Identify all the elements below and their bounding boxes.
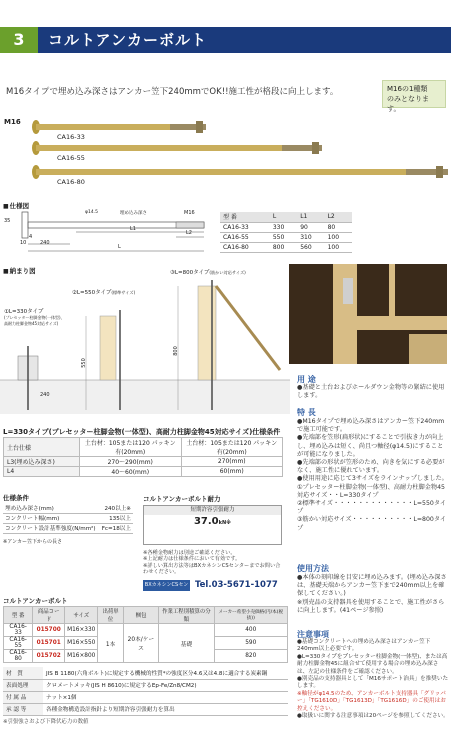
sc-cell: コンクリート幅(mm) xyxy=(3,513,99,523)
bolt-label-33: CA16-33 xyxy=(57,133,85,141)
prod-title: コルトアンカーボルト xyxy=(3,597,68,605)
spec-table xyxy=(220,212,352,253)
strength-notes: ※各種金物耐力は別途ご確認ください。 ※上記耐力は仕様条件において有効です。 ※詳しい算出方法等はBXカネシンCSセンターまでお問い合わせください。 xyxy=(143,550,281,576)
prod-category: 基礎 xyxy=(159,624,214,663)
dim-l: L xyxy=(118,244,121,250)
cond-cell: 土台仕様 xyxy=(4,438,80,457)
caution-item: ●基礎コンクリートへの埋め込み深さはアンカー笠下240mm以上必要です。 xyxy=(297,639,431,653)
bolt-ca16-80 xyxy=(32,165,448,179)
mat-value: クロメートメッキ(JIS H 8610)に規定するEp-Fe/Zn8/CM2) xyxy=(43,679,288,691)
table-row xyxy=(4,438,283,457)
note-line-1: M16の1種類 xyxy=(387,85,428,93)
strength-value: 37.0kN※ xyxy=(193,516,232,527)
prod-h: 梱包 xyxy=(123,607,158,624)
dim-phi: φ14.5 xyxy=(85,210,98,215)
strength-label: 短期許容引張耐力 xyxy=(144,506,281,515)
spec-cell: 80 xyxy=(325,222,352,232)
caution-title: 注意事項 xyxy=(297,630,329,639)
table-header xyxy=(4,607,288,624)
table-row xyxy=(220,232,352,242)
spec-cell: CA16-55 xyxy=(220,232,270,242)
method-title: 使用方法 xyxy=(297,564,329,573)
cond-title: L=330タイプ(プレセッター柱脚金物(一体型)、高耐力柱脚金物45対応サイズ)仕様条件 xyxy=(3,428,281,436)
section-number: 3 xyxy=(0,27,38,53)
method-item: ※別売品の支持器具を使用することで、施工性がさらに向上します。(41ページ参照) xyxy=(297,598,445,614)
install-title: ■ 納まり図 xyxy=(3,266,36,275)
spec-h-l: L xyxy=(270,212,297,222)
sc-cell: 埋め込み深さ(mm) xyxy=(3,503,99,513)
strength-box xyxy=(143,505,282,545)
method-item: ●本体の刻印線を目安に埋め込みます。(埋め込み深さは、基礎天端からアンカー笠下まで240mm以上を確保してください。) xyxy=(297,574,447,598)
table-row xyxy=(220,242,352,252)
prod-h: 商品コード xyxy=(33,607,65,624)
bolt-ca16-55 xyxy=(32,141,322,155)
table-row xyxy=(3,703,288,715)
dim-l1: L1 xyxy=(130,226,136,232)
spec-cell: CA16-33 xyxy=(220,222,270,232)
table-row xyxy=(4,467,283,477)
table-row xyxy=(4,457,283,467)
spec-title: ■ 仕様図 xyxy=(3,201,29,210)
cond-cell: 270〜290(mm) xyxy=(80,457,182,467)
feature-item: ●先端部の形状が笠形のため、向きを気にする必要がなく、施工性に優れています。 xyxy=(297,459,445,475)
spec-cell: 100 xyxy=(325,242,352,252)
feature-item: ③筋かい対応サイズ・・・・・・・・・・L=800タイプ xyxy=(297,516,447,532)
feature-item: ●M16タイプで埋め込み深さはアンカー笠下240mmで施工可能です。 xyxy=(297,418,445,434)
cond-cell: 40〜60(mm) xyxy=(80,467,182,477)
feature-item: ●先端部を笠形(扁形状)にすることで引抜き力が向上し、埋め込みは短く、尚且つ軸径(φ14.5)にすることが可能になりました。 xyxy=(297,434,444,458)
table-row xyxy=(3,503,133,513)
bolt-photos xyxy=(20,118,450,186)
table-row xyxy=(220,222,352,232)
dim-800: 800 xyxy=(172,346,179,356)
spec-cell: 550 xyxy=(270,232,297,242)
table-row xyxy=(3,679,288,691)
dim-10: 10 xyxy=(20,240,27,246)
spec-h-model: 型 番 xyxy=(220,212,270,222)
sc-cell: コンクリート設計基準強度(N/mm²) xyxy=(3,523,99,533)
prod-cell: CA16-80 xyxy=(4,650,33,663)
prod-h: メーカー希望小売価格(円/本(税抜)) xyxy=(214,607,287,624)
bolt-label-80: CA16-80 xyxy=(57,178,85,186)
feature-list xyxy=(297,418,449,533)
caution-item: ※軸径がφ14.5のため、アンカーボルト支持器具「グリッパー」「TG1610D」「TG1613D」「TG1616D」のご使用はお控えください。 xyxy=(297,690,446,712)
prod-pack: 20本/ケース xyxy=(123,624,158,663)
prod-code: 015700 xyxy=(33,624,65,637)
spec-cell: 90 xyxy=(297,222,324,232)
spec-cell: 560 xyxy=(297,242,324,252)
cond-cell: L4 xyxy=(4,467,80,477)
spec-cell: 100 xyxy=(325,232,352,242)
spec-cell: 330 xyxy=(270,222,297,232)
prod-price: 400 xyxy=(214,624,287,637)
mat-value: 各種金物構造設計指針より短期許容引張耐力を算出 xyxy=(43,703,288,715)
feature-title: 特 長 xyxy=(297,408,316,417)
dim-35: 35 xyxy=(4,218,11,224)
caution-item: ●取扱いに関する注意事項は20ページを参照してください。 xyxy=(297,713,449,720)
prod-cell: CA16-55 xyxy=(4,637,33,650)
prod-code: 015702 xyxy=(33,650,65,663)
spec-cond-note: ※アンカー笠下からの長さ xyxy=(3,539,62,545)
mat-label: 承 認 等 xyxy=(3,703,43,715)
spec-cond-table xyxy=(3,503,133,534)
mat-value: ナット×1個 xyxy=(43,691,288,703)
prod-cell: M16×330 xyxy=(65,624,98,637)
spec-cell: 310 xyxy=(297,232,324,242)
cs-center-tag: BXカネシンCSセンター xyxy=(144,582,189,599)
cond-table xyxy=(3,437,283,477)
usage-title: 用 途 xyxy=(297,375,316,384)
bolt-ca16-33 xyxy=(32,120,206,134)
contact-line xyxy=(143,579,283,599)
method-list xyxy=(297,574,449,615)
prod-h: 出荷単位 xyxy=(98,607,123,624)
prod-unit: 1本 xyxy=(98,624,123,663)
prod-code: 015701 xyxy=(33,637,65,650)
caution-item: ●別売品の支持器具として「M16サポート治具」を推奨いたします。 xyxy=(297,676,449,690)
prod-h: 型 番 xyxy=(4,607,33,624)
material-table xyxy=(3,667,288,716)
table-row xyxy=(3,691,288,703)
lead-text: M16タイプで埋め込み深さはアンカー笠下240mmでOK!!施工性が格段に向上します。 xyxy=(6,87,339,97)
strength-title: コルトアンカーボルト耐力 xyxy=(143,495,221,503)
caution-list xyxy=(297,639,449,720)
phone-number: Tel.03-5671-1077 xyxy=(195,580,278,590)
footnote: ※引張強さおよび下降伏応力の数値 xyxy=(3,719,89,725)
mat-label: 表面処理 xyxy=(3,679,43,691)
prod-h: サイズ xyxy=(65,607,98,624)
table-row xyxy=(3,523,133,533)
bolt-label-55: CA16-55 xyxy=(57,154,85,162)
dim-240: 240 xyxy=(40,240,50,246)
prod-h: 作業工程別積算の分類 xyxy=(159,607,214,624)
mat-label: 付 属 品 xyxy=(3,691,43,703)
spec-h-l1: L1 xyxy=(297,212,324,222)
installation-photo xyxy=(289,264,447,364)
spec-h-l2: L2 xyxy=(325,212,352,222)
prod-price: 820 xyxy=(214,650,287,663)
page-title: コルトアンカーボルト xyxy=(48,31,207,49)
prod-cell: M16×800 xyxy=(65,650,98,663)
usage-text: ●基礎と土台およびホールダウン金物等の緊結に使用します。 xyxy=(297,384,445,400)
dim-240-install: 240 xyxy=(40,392,50,398)
dim-550: 550 xyxy=(80,358,87,368)
dim-4: 4 xyxy=(29,234,33,240)
feature-item: ●使用用途に応じて3サイズをラインナップしました。 xyxy=(297,475,448,483)
prod-price: 590 xyxy=(214,637,287,650)
dim-m16: M16 xyxy=(184,210,195,216)
cond-cell: 270(mm) xyxy=(181,457,283,467)
feature-item: ①プレセッター柱脚金物(一体型)、高耐力柱脚金物45対応サイズ・・L=330タイプ xyxy=(297,483,445,499)
cond-cell: 60(mm) xyxy=(181,467,283,477)
prod-cell: M16×550 xyxy=(65,637,98,650)
spec-cond-title: 仕様条件 xyxy=(3,494,29,502)
m16-label: M16 xyxy=(4,118,21,126)
dim-inner: 埋め込み深さ xyxy=(120,211,147,216)
table-row xyxy=(3,513,133,523)
mat-label: 材 質 xyxy=(3,667,43,679)
caution-item: ●L=330タイプをプレセッター柱脚金物(一体型)、または高耐力柱脚金物45に組合せて使用する場合の埋め込み深さは、左記の仕様条件をご確認ください。 xyxy=(297,653,448,675)
table-row xyxy=(4,624,288,637)
spec-cell: CA16-80 xyxy=(220,242,270,252)
install-t1: ①L=330タイプ (プレセッター柱脚金物(一体型)、 高耐力柱脚金物45対応サイズ) xyxy=(4,309,65,326)
feature-item: ②標準サイズ・・・・・・・・・・・・・L=550タイプ xyxy=(297,500,447,516)
spec-cell: 800 xyxy=(270,242,297,252)
cond-cell: 土台材：105または120 パッキン有(20mm) xyxy=(80,438,182,457)
dim-l2: L2 xyxy=(186,230,192,236)
product-table xyxy=(3,606,288,663)
note-box xyxy=(382,80,446,113)
sc-cell: 240以上※ xyxy=(99,503,133,513)
cond-cell: 土台材：105または120 パッキン有(20mm) xyxy=(181,438,283,457)
mat-value: JIS B 1180(六角ボルト)に規定する機械的性質*の強度区分4.6又は4.8に適合する炭素鋼 xyxy=(43,667,288,679)
install-t3: ③L=800タイプ(筋かい対応サイズ) xyxy=(170,270,246,276)
sc-cell: 135以上 xyxy=(99,513,133,523)
install-t2: ②L=550タイプ(標準サイズ) xyxy=(72,290,136,296)
note-line-2: のみとなります。 xyxy=(387,95,429,113)
prod-cell: CA16-33 xyxy=(4,624,33,637)
sc-cell: Fc=18以上 xyxy=(99,523,133,533)
cond-cell: L3(埋め込み深さ) xyxy=(4,457,80,467)
table-row xyxy=(3,667,288,679)
